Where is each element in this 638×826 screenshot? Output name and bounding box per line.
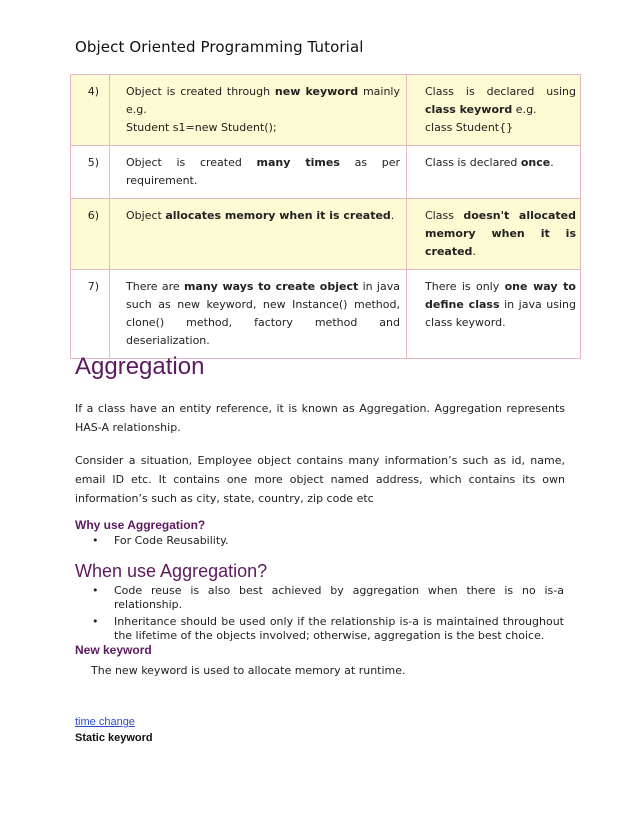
row-number: 6) [71, 199, 110, 270]
aggregation-example: Consider a situation, Employee object contains many information’s such as id, name, email ID etc. It contains one more object named address, which contains its own information’s such as city, state, country, zip code etc [75, 454, 565, 505]
new-keyword-description: The new keyword is used to allocate memory at runtime. [91, 664, 406, 677]
object-cell [110, 146, 407, 199]
bullet-icon: • [92, 615, 99, 628]
emphasis-text: doesn't allocated memory when it is created [425, 209, 576, 258]
row-number: 5) [71, 146, 110, 199]
new-keyword-heading: New keyword [75, 643, 152, 657]
cell-text: in java such as new keyword, new Instance() method, clone() method, factory method and deserialization. [126, 280, 400, 347]
why-aggregation-list [92, 534, 564, 551]
bullet-icon: • [92, 584, 99, 597]
list-item: • Code reuse is also best achieved by aggregation when there is no is-a relationship. [92, 584, 564, 611]
table-row [71, 146, 581, 199]
table-row [71, 270, 581, 359]
cell-text: . [390, 209, 395, 222]
emphasis-text: one way to define class [425, 280, 576, 311]
cell-text: Class is declared using [425, 85, 576, 98]
cell-text: Object is created [126, 156, 257, 169]
time-change-link[interactable]: time change [75, 716, 135, 728]
bullet-icon: • [92, 534, 99, 547]
object-cell [110, 270, 407, 359]
row-number: 4) [71, 75, 110, 146]
class-cell [407, 199, 581, 270]
emphasis-text: new keyword [274, 85, 359, 98]
cell-text: Class is declared [425, 156, 521, 169]
comparison-table [70, 74, 581, 359]
cell-text: mainly e.g. [126, 85, 400, 116]
cell-text: class Student{} [425, 121, 514, 134]
class-cell [407, 146, 581, 199]
table-row [71, 199, 581, 270]
cell-text: e.g. [512, 103, 537, 116]
emphasis-text: many times [256, 156, 340, 169]
emphasis-text: class keyword [425, 103, 513, 116]
aggregation-definition: If a class have an entity reference, it is known as Aggregation. Aggregation represents HAS-A relationship. [75, 402, 565, 434]
list-item: • For Code Reusability. [92, 534, 229, 547]
cell-text: Student s1=new Student(); [126, 121, 277, 134]
cell-text: as per requirement. [126, 156, 400, 187]
list-item: • Inheritance should be used only if the relationship is-a is maintained throughout the lifetime of the objects involved; otherwise, aggregation is the best choice. [92, 615, 564, 642]
when-aggregation-heading: When use Aggregation? [75, 561, 268, 581]
page-header-title: Object Oriented Programming Tutorial [75, 38, 364, 56]
cell-text: in java using class keyword. [425, 298, 577, 329]
emphasis-text: once [520, 156, 551, 169]
table-row [71, 75, 581, 146]
aggregation-heading: Aggregation [75, 353, 205, 380]
emphasis-text: allocates memory when it is created [165, 209, 391, 222]
class-cell [407, 75, 581, 146]
object-cell [110, 199, 407, 270]
cell-text: . [550, 156, 554, 169]
static-keyword-label: Static keyword [75, 732, 153, 744]
object-cell [110, 75, 407, 146]
cell-text: Object [126, 209, 166, 222]
emphasis-text: many ways to create object [183, 280, 359, 293]
row-number: 7) [71, 270, 110, 359]
class-cell [407, 270, 581, 359]
when-aggregation-list [92, 584, 564, 646]
cell-text: There are [126, 280, 184, 293]
cell-text: Class [425, 209, 464, 222]
cell-text: There is only [425, 280, 505, 293]
cell-text: Object is created through [126, 85, 275, 98]
cell-text: . [472, 245, 476, 258]
why-aggregation-heading: Why use Aggregation? [75, 518, 206, 532]
